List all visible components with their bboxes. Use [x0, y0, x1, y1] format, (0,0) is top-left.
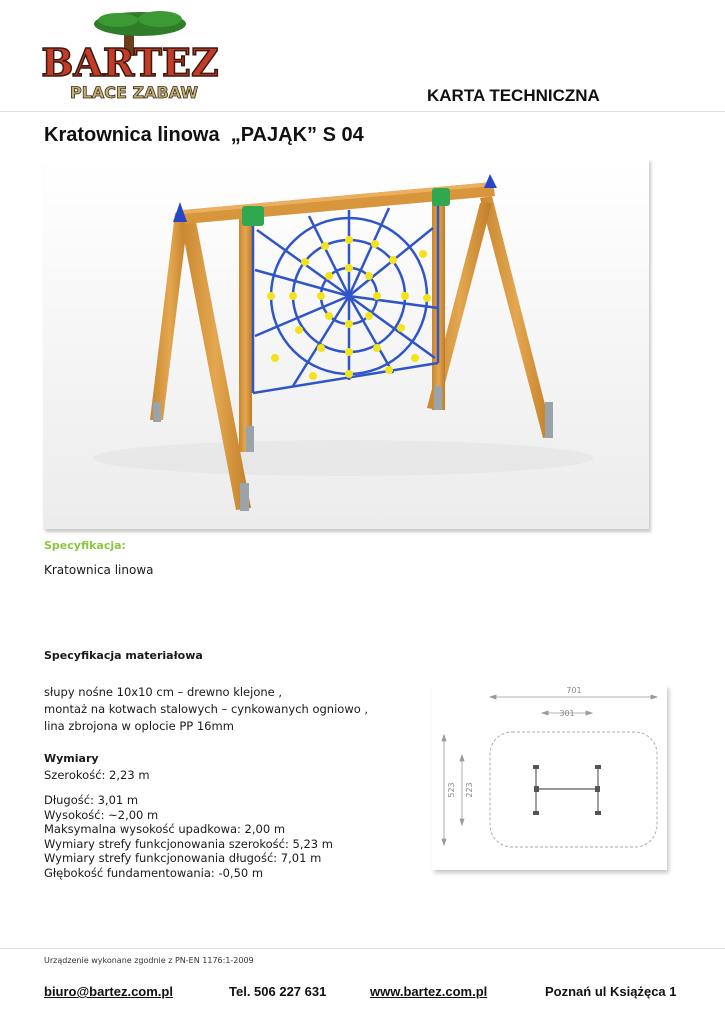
materials-line: słupy nośne 10x10 cm – drewno klejone , [44, 685, 283, 699]
logo-wordmark: BARTEZ [41, 40, 219, 85]
plan-dim-outer-width: 523 [447, 782, 456, 798]
doc-type-heading: KARTA TECHNICZNA [427, 86, 600, 105]
plan-dim-inner-length: 301 [559, 709, 575, 718]
bartez-logo [40, 8, 220, 104]
dimension-item: Wysokość: ~2,00 m [44, 807, 159, 822]
dimensions-list [44, 793, 333, 880]
footer-email-link[interactable]: biuro@bartez.com.pl [44, 984, 173, 999]
specification-label: Specyfikacja: [44, 539, 126, 552]
product-image [43, 158, 649, 529]
plan-dim-outer-length: 701 [566, 686, 582, 695]
norm-note: Urządzenie wykonane zgodnie z PN-EN 1176:1-2009 [44, 956, 254, 965]
dimension-item: Długość: 3,01 m [44, 793, 139, 807]
product-title: Kratownica linowa „PAJĄK” S 04 [44, 124, 364, 146]
header-divider [0, 111, 725, 112]
specification-value: Kratownica linowa [44, 563, 154, 577]
plan-view-drawing [432, 685, 667, 870]
materials-label: Specyfikacja materiałowa [44, 649, 203, 662]
logo-tagline: PLACE ZABAW [69, 83, 199, 102]
materials-line: montaż na kotwach stalowych – cynkowanych ogniowo , [44, 702, 369, 716]
dimension-width: Szerokość: 2,23 m [44, 768, 150, 782]
dimension-item: Wymiary strefy funkcjonowania długość: 7,01 m [44, 851, 322, 865]
dimension-item: Wymiary strefy funkcjonowania szerokość: 5,23 m [44, 836, 333, 851]
materials-list [44, 684, 368, 735]
dimensions-label: Wymiary [44, 752, 99, 765]
dimension-item: Głębokość fundamentowania: -0,50 m [44, 865, 264, 880]
footer-divider [0, 948, 725, 949]
dimension-item: Maksymalna wysokość upadkowa: 2,00 m [44, 822, 286, 836]
materials-line: lina zbrojona w oplocie PP 16mm [44, 719, 234, 733]
footer-phone: Tel. 506 227 631 [229, 984, 327, 999]
plan-dim-inner-width: 223 [465, 782, 474, 798]
footer-address: Poznań ul Książęca 1 [545, 984, 677, 999]
footer-website-link[interactable]: www.bartez.com.pl [370, 984, 488, 999]
